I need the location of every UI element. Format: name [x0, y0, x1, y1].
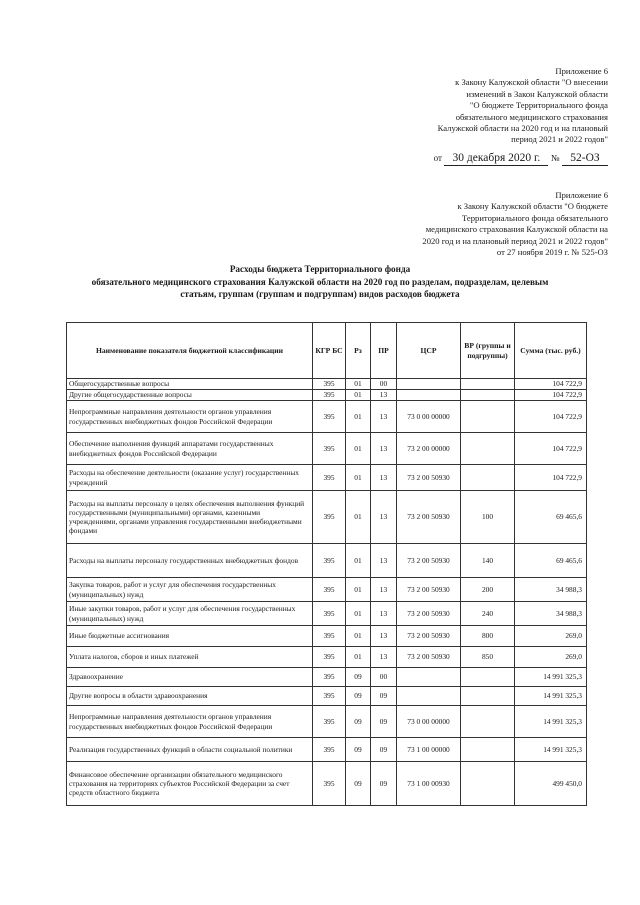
cell-rz: 09	[346, 668, 371, 687]
cell-name: Другие общегосударственные вопросы	[67, 390, 313, 401]
cell-name: Иные закупки товаров, работ и услуг для обеспечения государственных (муниципальных) нужд	[67, 602, 313, 626]
cell-vr: 140	[461, 544, 515, 578]
cell-kgrbs: 395	[313, 762, 346, 806]
cell-vr	[461, 465, 515, 491]
cell-rz: 01	[346, 647, 371, 668]
cell-csr: 73 0 00 00000	[397, 401, 461, 433]
table-row	[67, 626, 587, 647]
cell-rz: 01	[346, 578, 371, 602]
annex-header-line: 2020 год и на плановый период 2021 и 2022 годов"	[422, 235, 608, 246]
cell-pr: 13	[371, 602, 397, 626]
cell-sum: 14 991 325,3	[515, 738, 587, 762]
cell-pr: 09	[371, 706, 397, 738]
cell-name: Другие вопросы в области здравоохранения	[67, 687, 313, 706]
cell-rz: 01	[346, 433, 371, 465]
cell-name: Реализация государственных функций в области социальной политики	[67, 738, 313, 762]
cell-vr: 100	[461, 491, 515, 544]
cell-pr: 13	[371, 491, 397, 544]
cell-sum: 269,0	[515, 626, 587, 647]
cell-rz: 01	[346, 379, 371, 390]
cell-pr: 13	[371, 647, 397, 668]
cell-csr: 73 2 00 50930	[397, 647, 461, 668]
cell-csr: 73 2 00 50930	[397, 602, 461, 626]
cell-kgrbs: 395	[313, 602, 346, 626]
annex-header-line: к Закону Калужской области "О внесении	[455, 77, 608, 88]
number-sign: №	[550, 153, 560, 163]
cell-kgrbs: 395	[313, 647, 346, 668]
law-date: 30 декабря 2020 г.	[444, 152, 548, 166]
cell-sum: 14 991 325,3	[515, 668, 587, 687]
cell-rz: 01	[346, 602, 371, 626]
cell-kgrbs: 395	[313, 390, 346, 401]
cell-sum: 34 988,3	[515, 578, 587, 602]
col-header-rz: Рз	[346, 323, 371, 379]
table-row	[67, 390, 587, 401]
cell-pr: 00	[371, 668, 397, 687]
cell-vr	[461, 706, 515, 738]
table-row	[67, 602, 587, 626]
cell-pr: 13	[371, 626, 397, 647]
cell-pr: 13	[371, 465, 397, 491]
cell-vr: 240	[461, 602, 515, 626]
cell-sum: 104 722,9	[515, 433, 587, 465]
cell-csr: 73 1 00 00930	[397, 762, 461, 806]
cell-rz: 09	[346, 706, 371, 738]
table-row	[67, 668, 587, 687]
cell-sum: 69 465,6	[515, 491, 587, 544]
cell-kgrbs: 395	[313, 491, 346, 544]
cell-kgrbs: 395	[313, 626, 346, 647]
cell-sum: 104 722,9	[515, 401, 587, 433]
annex-header-line: от 27 ноября 2019 г. № 525-ОЗ	[496, 247, 608, 258]
cell-csr: 73 2 00 50930	[397, 578, 461, 602]
document-title	[60, 263, 580, 301]
cell-name: Финансовое обеспечение организации обязательного медицинского страхования на территориях субъектов Российской Федерации за счет средств областного бюджета	[67, 762, 313, 806]
col-header-vr: ВР (группы и подгруппы)	[461, 323, 515, 379]
cell-name: Закупка товаров, работ и услуг для обеспечения государственных (муниципальных) нужд	[67, 578, 313, 602]
table-row	[67, 738, 587, 762]
table-row	[67, 578, 587, 602]
title-line: Расходы бюджета Территориального фонда	[229, 264, 411, 274]
cell-pr: 09	[371, 738, 397, 762]
table-header-row	[67, 323, 587, 379]
cell-vr	[461, 433, 515, 465]
cell-kgrbs: 395	[313, 687, 346, 706]
cell-pr: 09	[371, 687, 397, 706]
table-row	[67, 491, 587, 544]
cell-name: Иные бюджетные ассигнования	[67, 626, 313, 647]
cell-rz: 01	[346, 401, 371, 433]
budget-expenses-table	[66, 322, 587, 806]
col-header-kgrbs: КГР БС	[313, 323, 346, 379]
cell-pr: 13	[371, 578, 397, 602]
date-prefix: от	[433, 153, 442, 163]
cell-pr: 13	[371, 390, 397, 401]
annex-header-line: Территориального фонда обязательного	[462, 212, 608, 223]
cell-csr	[397, 390, 461, 401]
cell-vr	[461, 668, 515, 687]
annex-header-line: медицинского страхования Калужской области на	[425, 224, 608, 235]
cell-name: Уплата налогов, сборов и иных платежей	[67, 647, 313, 668]
cell-name: Непрограммные направления деятельности органов управления государственных внебюджетных фондов Российской Федерации	[67, 401, 313, 433]
law-number: 52-ОЗ	[562, 152, 608, 166]
cell-kgrbs: 395	[313, 578, 346, 602]
cell-vr: 800	[461, 626, 515, 647]
table-row	[67, 544, 587, 578]
title-line: обязательного медицинского страхования Калужской области на 2020 год по разделам, подразделам, целевым	[91, 276, 549, 287]
cell-rz: 01	[346, 390, 371, 401]
cell-rz: 01	[346, 544, 371, 578]
cell-sum: 69 465,6	[515, 544, 587, 578]
cell-vr	[461, 687, 515, 706]
annex-header-line: Приложение 6	[555, 190, 608, 200]
cell-rz: 09	[346, 738, 371, 762]
cell-rz: 01	[346, 491, 371, 544]
table-row	[67, 433, 587, 465]
annex-header-line: период 2021 и 2022 годов"	[511, 134, 608, 145]
cell-csr	[397, 668, 461, 687]
col-header-sum: Сумма (тыс. руб.)	[515, 323, 587, 379]
cell-sum: 269,0	[515, 647, 587, 668]
cell-name: Здравоохранение	[67, 668, 313, 687]
table-row	[67, 706, 587, 738]
cell-kgrbs: 395	[313, 379, 346, 390]
table-row	[67, 465, 587, 491]
cell-sum: 14 991 325,3	[515, 706, 587, 738]
cell-vr	[461, 379, 515, 390]
cell-sum: 14 991 325,3	[515, 687, 587, 706]
cell-vr	[461, 401, 515, 433]
cell-vr: 850	[461, 647, 515, 668]
law-date-line	[434, 152, 608, 166]
cell-sum: 104 722,9	[515, 390, 587, 401]
cell-kgrbs: 395	[313, 401, 346, 433]
cell-csr: 73 2 00 50930	[397, 626, 461, 647]
cell-name: Расходы на выплаты персоналу государственных внебюджетных фондов	[67, 544, 313, 578]
table-row	[67, 687, 587, 706]
cell-sum: 104 722,9	[515, 465, 587, 491]
cell-csr	[397, 687, 461, 706]
title-line: статьям, группам (группам и подгруппам) видов расходов бюджета	[180, 289, 460, 299]
cell-sum: 499 450,0	[515, 762, 587, 806]
annex-header-line: "О бюджете Территориального фонда	[469, 100, 608, 111]
table-row	[67, 762, 587, 806]
table-row	[67, 379, 587, 390]
annex-header-line: Калужской области на 2020 год и на плановый	[437, 123, 608, 134]
cell-vr: 200	[461, 578, 515, 602]
cell-csr: 73 2 00 50930	[397, 544, 461, 578]
cell-csr: 73 2 00 50930	[397, 491, 461, 544]
cell-name: Расходы на выплаты персоналу в целях обеспечения выполнения функций государственными (муниципальными) органами, казенными учреждениями, органами управления государственными внебюджетными фондами	[67, 491, 313, 544]
cell-vr	[461, 738, 515, 762]
cell-vr	[461, 762, 515, 806]
cell-pr: 13	[371, 433, 397, 465]
cell-pr: 09	[371, 762, 397, 806]
table-row	[67, 401, 587, 433]
cell-kgrbs: 395	[313, 433, 346, 465]
cell-csr: 73 1 00 00000	[397, 738, 461, 762]
annex-header-line: к Закону Калужской области "О бюджете	[457, 201, 608, 212]
annex-header-line: изменений в Закон Калужской области	[466, 88, 608, 99]
cell-pr: 00	[371, 379, 397, 390]
cell-csr: 73 0 00 00000	[397, 706, 461, 738]
col-header-pr: ПР	[371, 323, 397, 379]
cell-name: Общегосударственные вопросы	[67, 379, 313, 390]
cell-sum: 34 988,3	[515, 602, 587, 626]
cell-rz: 01	[346, 465, 371, 491]
cell-kgrbs: 395	[313, 706, 346, 738]
annex-header-amendment	[438, 66, 608, 146]
col-header-csr: ЦСР	[397, 323, 461, 379]
table-row	[67, 647, 587, 668]
cell-rz: 09	[346, 687, 371, 706]
cell-rz: 01	[346, 626, 371, 647]
cell-name: Непрограммные направления деятельности органов управления государственных внебюджетных фондов Российской Федерации	[67, 706, 313, 738]
cell-kgrbs: 395	[313, 465, 346, 491]
annex-header-line: Приложение 6	[555, 66, 608, 76]
cell-name: Обеспечение выполнения функций аппаратами государственных внебюджетных фондов Российской Федерации	[67, 433, 313, 465]
cell-kgrbs: 395	[313, 738, 346, 762]
cell-csr	[397, 379, 461, 390]
cell-csr: 73 2 00 50930	[397, 465, 461, 491]
cell-pr: 13	[371, 401, 397, 433]
cell-vr	[461, 390, 515, 401]
cell-pr: 13	[371, 544, 397, 578]
cell-kgrbs: 395	[313, 668, 346, 687]
cell-csr: 73 2 00 00000	[397, 433, 461, 465]
col-header-name: Наименование показателя бюджетной классификации	[67, 323, 313, 379]
cell-kgrbs: 395	[313, 544, 346, 578]
annex-header-line: обязательного медицинского страхования	[455, 111, 608, 122]
annex-header-original	[422, 190, 608, 258]
cell-sum: 104 722,9	[515, 379, 587, 390]
cell-name: Расходы на обеспечение деятельности (оказание услуг) государственных учреждений	[67, 465, 313, 491]
cell-rz: 09	[346, 762, 371, 806]
